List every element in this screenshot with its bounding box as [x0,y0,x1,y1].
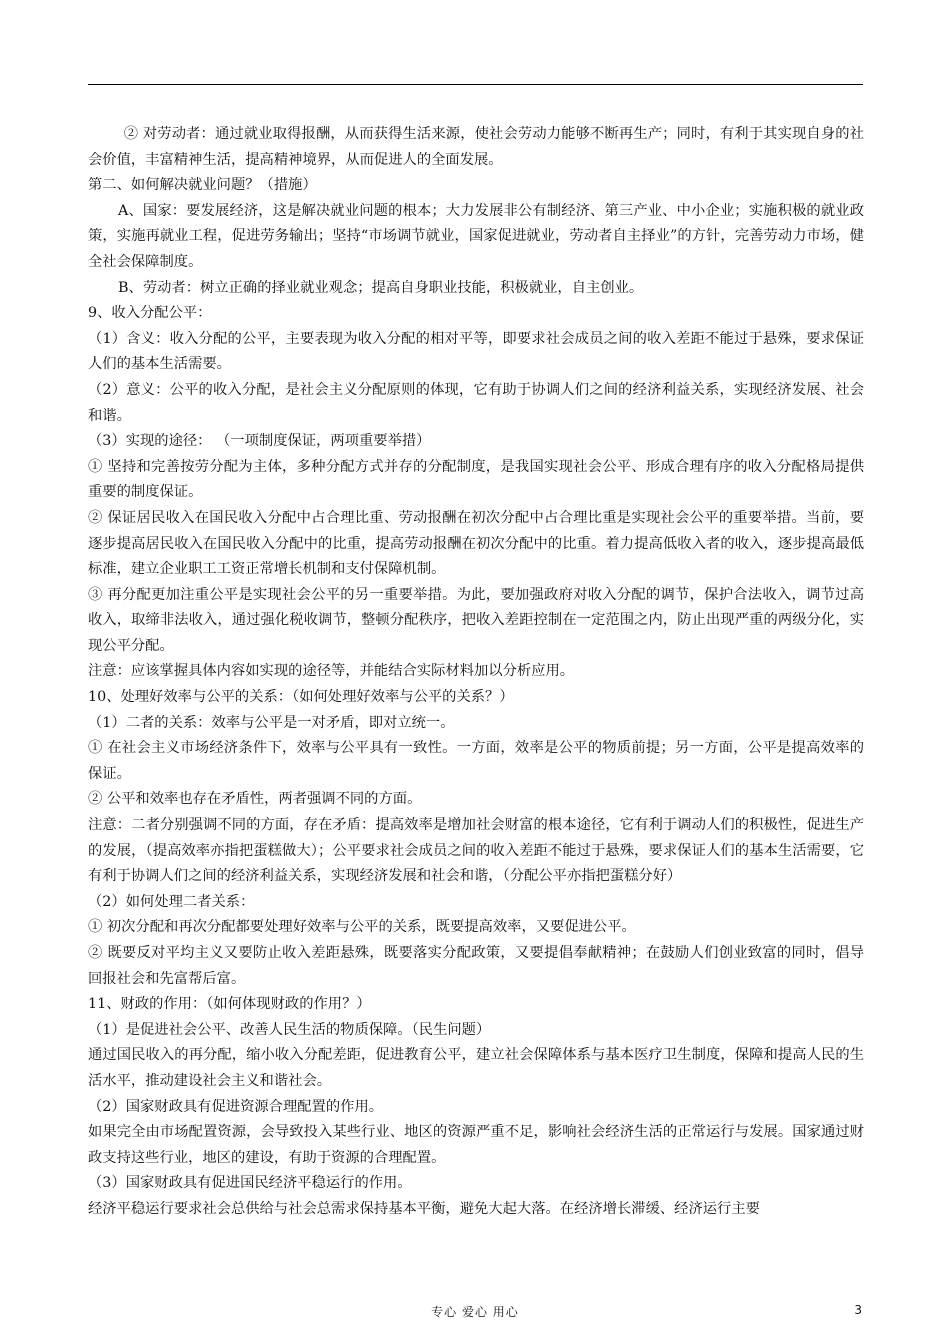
paragraph: ② 保证居民收入在国民收入分配中占合理比重、劳动报酬在初次分配中占合理比重是实现社会公平的重要举措。当前，要逐步提高居民收入在国民收入分配中的比重，提高劳动报酬在初次分配中的比重。着力提高低收入者的收入，逐步提高最低标准，建立企业职工工资正常增长机制和支付保障机制。 [88,509,864,578]
paragraph: （2）意义：公平的收入分配，是社会主义分配原则的体现，它有助于协调人们之间的经济利益关系，实现经济发展、社会和谐。 [88,381,864,424]
paragraph: B、劳动者：树立正确的择业就业观念；提高自身职业技能，积极就业，自主创业。 [118,279,644,296]
paragraph: ② 公平和效率也存在矛盾性，两者强调不同的方面。 [88,791,422,808]
paragraph: 通过国民收入的再分配，缩小收入分配差距，促进教育公平，建立社会保障体系与基本医疗卫生制度，保障和提高人民的生活水平，推动建设社会主义和谐社会。 [88,1047,864,1089]
document-body [88,122,864,1223]
paragraph: 9、收入分配公平： [88,305,212,322]
paragraph: A、国家：要发展经济，这是解决就业问题的根本；大力发展非公有制经济、第三产业、中小企业；实施积极的就业政策，实施再就业工程，促进劳务输出；坚持“市场调节就业，国家促进就业，劳动者自主择业”的方针，完善劳动力市场，健全社会保障制度。 [88,202,864,270]
paragraph: （1）含义：收入分配的公平，主要表现为收入分配的相对平等，即要求社会成员之间的收入差距不能过于悬殊，要求保证人们的基本生活需要。 [88,330,864,373]
paragraph: 第二、如何解决就业问题？（措施） [88,177,317,194]
paragraph: （2）如何处理二者关系： [88,893,255,910]
paragraph: 如果完全由市场配置资源，会导致投入某些行业、地区的资源严重不足，影响社会经济生活的正常运行与发展。国家通过财政支持这些行业，地区的建设，有助于资源的合理配置。 [88,1124,864,1166]
paragraph: （3）实现的途径： （一项制度保证，两项重要举措） [88,433,431,450]
paragraph: 10、处理好效率与公平的关系：（如何处理好效率与公平的关系？） [88,689,514,706]
paragraph: 经济平稳运行要求社会总供给与社会总需求保持基本平衡，避免大起大落。在经济增长滞缓、经济运行主要 [88,1200,760,1217]
paragraph: 11、财政的作用：（如何体现财政的作用？） [88,996,371,1013]
footer-slogan: 专心 爱心 用心 [431,1305,519,1319]
page-number: 3 [854,1303,862,1317]
paragraph: ① 坚持和完善按劳分配为主体，多种分配方式并存的分配制度，是我国实现社会公平、形成合理有序的收入分配格局提供重要的制度保证。 [88,458,864,501]
paragraph: （1）二者的关系：效率与公平是一对矛盾，即对立统一。 [88,714,455,731]
paragraph: （2）国家财政具有促进资源合理配置的作用。 [88,1098,384,1115]
paragraph: 注意：应该掌握具体内容如实现的途径等，并能结合实际材料加以分析应用。 [88,663,575,680]
paragraph: ② 对劳动者：通过就业取得报酬，从而获得生活来源，使社会劳动力能够不断再生产；同时，有利于其实现自身的社会价值，丰富精神生活，提高精神境界，从而促进人的全面发展。 [88,126,864,168]
paragraph: （3）国家财政具有促进国民经济平稳运行的作用。 [88,1175,412,1192]
paragraph: ② 既要反对平均主义又要防止收入差距悬殊，既要落实分配政策，又要提倡奉献精神；在鼓励人们创业致富的同时，倡导回报社会和先富帮后富。 [88,945,864,987]
header-rule [88,84,863,85]
paragraph: ① 在社会主义市场经济条件下，效率与公平具有一致性。一方面，效率是公平的物质前提；另一方面，公平是提高效率的保证。 [88,740,864,782]
paragraph: （1）是促进社会公平、改善人民生活的物质保障。（民生问题） [88,1021,491,1038]
paragraph: ① 初次分配和再次分配都要处理好效率与公平的关系，既要提高效率，又要促进公平。 [88,919,636,936]
paragraph: 注意：二者分别强调不同的方面，存在矛盾：提高效率是增加社会财富的根本途径，它有利于调动人们的积极性，促进生产的发展，（提高效率亦指把蛋糕做大）；公平要求社会成员之间的收入差距不能过于悬殊，要求保证人们的基本生活需要，它有利于协调人们之间的经济利益关系，实现经济发展和社会和谐，（分配公平亦指把蛋糕分好） [88,817,864,885]
paragraph: ③ 再分配更加注重公平是实现社会公平的另一重要举措。为此，要加强政府对收入分配的调节，保护合法收入，调节过高收入，取缔非法收入，通过强化税收调节，整顿分配秩序，把收入差距控制在一定范围之内，防止出现严重的两级分化，实现公平分配。 [88,586,864,654]
